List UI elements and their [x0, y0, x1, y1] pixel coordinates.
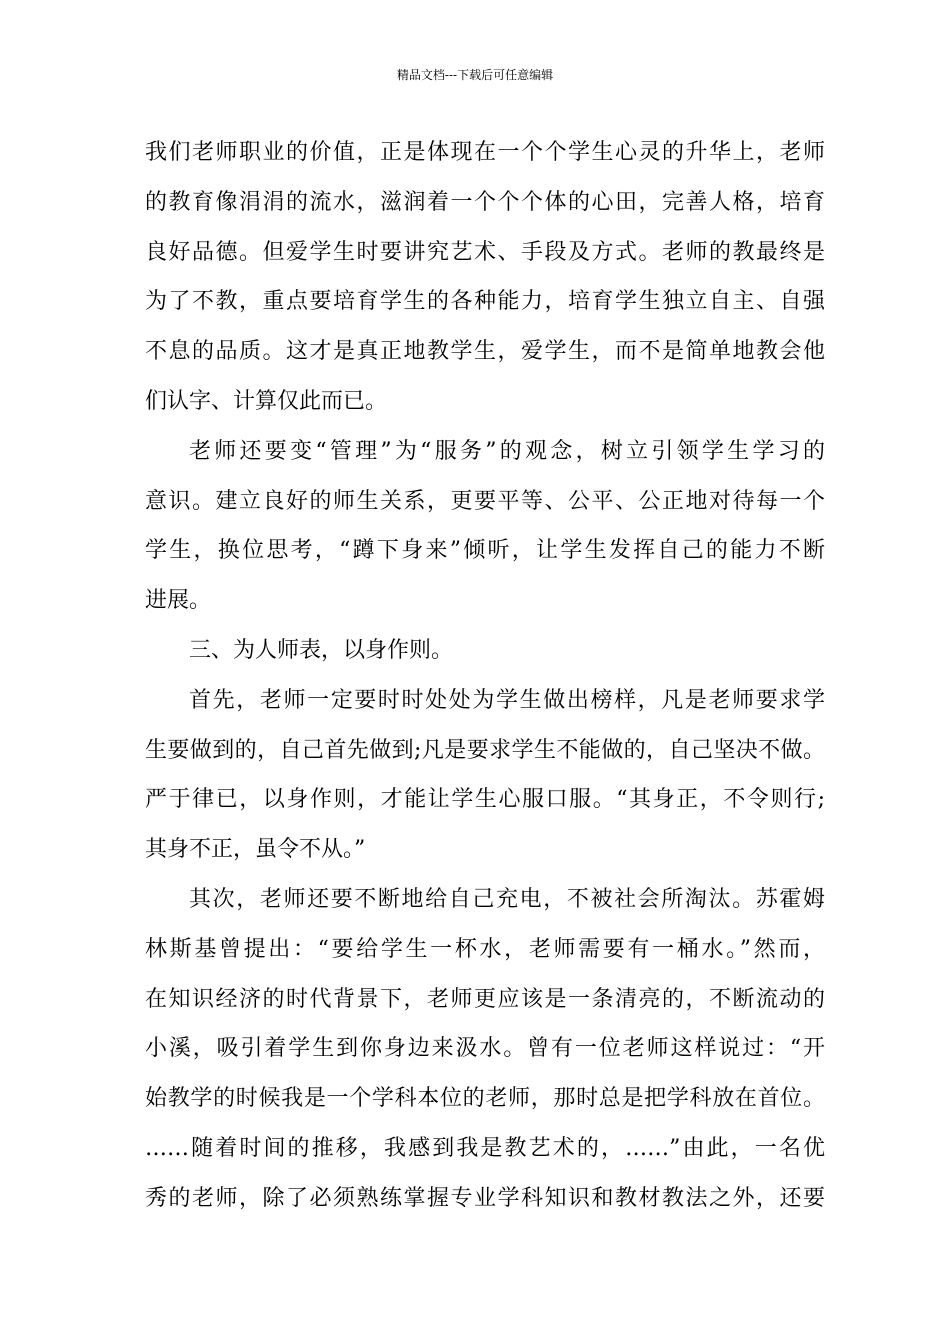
text-line: 为了不教，重点要培育学生的各种能力，培育学生独立自主、自强 [145, 289, 825, 315]
text-line: 小溪，吸引着学生到你身边来汲水。曾有一位老师这样说过：“开 [145, 1036, 825, 1062]
text-line: 严于律已，以身作则，才能让学生心服口服。“其身正，不令则行; [145, 787, 825, 813]
text-line: 不息的品质。这才是真正地教学生，爱学生，而不是简单地教会他 [145, 339, 825, 365]
text-line: 其身不正，虽令不从。” [145, 837, 366, 863]
text-line: 学生，换位思考，“蹲下身来”倾听，让学生发挥自己的能力不断 [145, 538, 825, 564]
text-line: 秀的老师，除了必须熟练掌握专业学科知识和教材教法之外，还要 [145, 1185, 825, 1211]
text-line: 良好品德。但爱学生时要讲究艺术、手段及方式。老师的教最终是 [145, 239, 825, 265]
text-line: 三、为人师表，以身作则。 [189, 637, 454, 663]
text-line: 的教育像涓涓的流水，滋润着一个个个体的心田，完善人格，培育 [145, 189, 825, 215]
text-line: 始教学的时候我是一个学科本位的老师，那时总是把学科放在首位。 [145, 1086, 825, 1112]
text-line: 进展。 [145, 588, 212, 614]
text-line: 在知识经济的时代背景下，老师更应该是一条清亮的，不断流动的 [145, 986, 825, 1012]
text-line: 林斯基曾提出：“要给学生一杯水，老师需要有一桶水。”然而， [145, 936, 825, 962]
text-line: 们认字、计算仅此而已。 [145, 388, 388, 414]
text-line: 生要做到的，自己首先做到;凡是要求学生不能做的，自己坚决不做。 [145, 737, 825, 763]
document-body [145, 128, 825, 1224]
text-line: 其次，老师还要不断地给自己充电，不被社会所淘汰。苏霍姆 [189, 886, 825, 912]
text-line: 我们老师职业的价值，正是体现在一个个学生心灵的升华上，老师 [145, 140, 825, 165]
text-line: 首先，老师一定要时时处处为学生做出榜样，凡是老师要求学 [189, 687, 825, 713]
text-line: 意识。建立良好的师生关系，更要平等、公平、公正地对待每一个 [145, 488, 825, 514]
text-line: 老师还要变“管理”为“服务”的观念，树立引领学生学习的 [189, 438, 825, 464]
text-line: ……随着时间的推移，我感到我是教艺术的，……”由此，一名优 [145, 1135, 825, 1161]
page-header: 精品文档---下载后可任意编辑 [396, 68, 554, 82]
